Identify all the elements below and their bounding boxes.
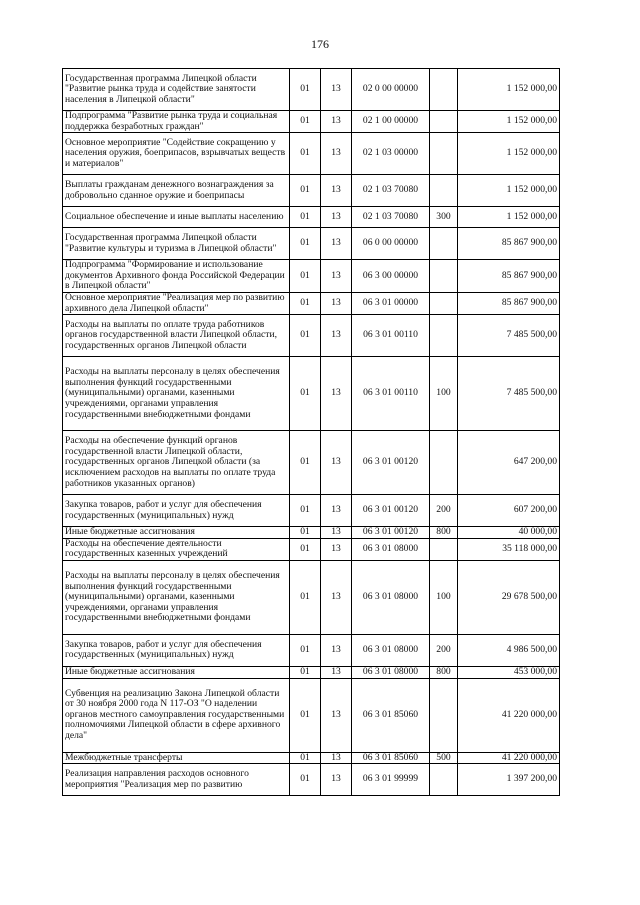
target-article-code: 06 3 01 85060 <box>352 752 430 764</box>
target-article-code: 06 3 00 00000 <box>352 260 430 293</box>
table-row <box>63 315 560 357</box>
budget-item-name: Расходы на обеспечение деятельности государственных казенных учреждений <box>63 538 290 560</box>
section-code: 01 <box>290 111 321 133</box>
section-code: 01 <box>290 752 321 764</box>
table-row <box>63 133 560 175</box>
expense-type-code <box>430 678 458 752</box>
subsection-code: 13 <box>321 495 352 527</box>
table-row <box>63 495 560 527</box>
section-code: 01 <box>290 292 321 314</box>
amount: 1 152 000,00 <box>458 111 560 133</box>
amount: 647 200,00 <box>458 431 560 495</box>
section-code: 01 <box>290 560 321 634</box>
table-row <box>63 666 560 678</box>
target-article-code: 02 1 03 70080 <box>352 175 430 207</box>
page-number: 176 <box>311 37 329 51</box>
expense-type-code: 100 <box>430 560 458 634</box>
subsection-code: 13 <box>321 538 352 560</box>
amount: 1 152 000,00 <box>458 133 560 175</box>
expense-type-code <box>430 315 458 357</box>
table-row <box>63 752 560 764</box>
budget-item-name: Государственная программа Липецкой области "Развитие культуры и туризма в Липецкой области" <box>63 228 290 260</box>
subsection-code: 13 <box>321 560 352 634</box>
amount: 35 118 000,00 <box>458 538 560 560</box>
subsection-code: 13 <box>321 634 352 666</box>
table-row <box>63 260 560 293</box>
expense-type-code <box>430 538 458 560</box>
budget-table-body <box>63 69 560 796</box>
amount: 29 678 500,00 <box>458 560 560 634</box>
amount: 7 485 500,00 <box>458 315 560 357</box>
section-code: 01 <box>290 634 321 666</box>
table-row <box>63 634 560 666</box>
section-code: 01 <box>290 431 321 495</box>
amount: 40 000,00 <box>458 527 560 539</box>
budget-item-name: Социальное обеспечение и иные выплаты населению <box>63 207 290 228</box>
subsection-code: 13 <box>321 527 352 539</box>
subsection-code: 13 <box>321 111 352 133</box>
amount: 85 867 900,00 <box>458 260 560 293</box>
target-article-code: 02 1 03 70080 <box>352 207 430 228</box>
expense-type-code <box>430 292 458 314</box>
expense-type-code <box>430 133 458 175</box>
amount: 85 867 900,00 <box>458 292 560 314</box>
table-row <box>63 69 560 111</box>
expense-type-code <box>430 764 458 796</box>
expense-type-code <box>430 260 458 293</box>
amount: 1 152 000,00 <box>458 175 560 207</box>
target-article-code: 02 1 00 00000 <box>352 111 430 133</box>
table-row <box>63 560 560 634</box>
target-article-code: 06 3 01 00000 <box>352 292 430 314</box>
section-code: 01 <box>290 666 321 678</box>
section-code: 01 <box>290 175 321 207</box>
target-article-code: 06 3 01 08000 <box>352 560 430 634</box>
subsection-code: 13 <box>321 752 352 764</box>
expense-type-code <box>430 111 458 133</box>
table-row <box>63 764 560 796</box>
target-article-code: 06 3 01 08000 <box>352 538 430 560</box>
budget-item-name: Расходы на выплаты по оплате труда работников органов государственной власти Липецкой области, государственных органов Липецкой области <box>63 315 290 357</box>
target-article-code: 06 0 00 00000 <box>352 228 430 260</box>
budget-item-name: Субвенция на реализацию Закона Липецкой области от 30 ноября 2000 года N 117-ОЗ "О наделении органов местного самоуправления государственными полномочиями Липецкой области в сфере архивного дела" <box>63 678 290 752</box>
budget-table <box>62 68 560 796</box>
amount: 41 220 000,00 <box>458 752 560 764</box>
subsection-code: 13 <box>321 260 352 293</box>
target-article-code: 06 3 01 99999 <box>352 764 430 796</box>
table-row <box>63 111 560 133</box>
subsection-code: 13 <box>321 431 352 495</box>
subsection-code: 13 <box>321 315 352 357</box>
subsection-code: 13 <box>321 175 352 207</box>
section-code: 01 <box>290 495 321 527</box>
target-article-code: 06 3 01 08000 <box>352 634 430 666</box>
budget-item-name: Межбюджетные трансферты <box>63 752 290 764</box>
target-article-code: 06 3 01 00120 <box>352 527 430 539</box>
amount: 607 200,00 <box>458 495 560 527</box>
amount: 1 397 200,00 <box>458 764 560 796</box>
subsection-code: 13 <box>321 69 352 111</box>
table-row <box>63 431 560 495</box>
subsection-code: 13 <box>321 228 352 260</box>
subsection-code: 13 <box>321 357 352 431</box>
subsection-code: 13 <box>321 292 352 314</box>
table-row <box>63 292 560 314</box>
budget-item-name: Реализация направления расходов основного мероприятия "Реализация мер по развитию <box>63 764 290 796</box>
section-code: 01 <box>290 207 321 228</box>
table-row <box>63 175 560 207</box>
subsection-code: 13 <box>321 764 352 796</box>
amount: 1 152 000,00 <box>458 207 560 228</box>
budget-item-name: Выплаты гражданам денежного вознаграждения за добровольно сданное оружие и боеприпасы <box>63 175 290 207</box>
budget-item-name: Расходы на выплаты персоналу в целях обеспечения выполнения функций государственными (муниципальными) органами, казенными учреждениями, органами управления государственными внебюджетными фондами <box>63 560 290 634</box>
target-article-code: 06 3 01 00110 <box>352 357 430 431</box>
subsection-code: 13 <box>321 207 352 228</box>
expense-type-code <box>430 228 458 260</box>
section-code: 01 <box>290 357 321 431</box>
section-code: 01 <box>290 678 321 752</box>
table-row <box>63 207 560 228</box>
expense-type-code: 800 <box>430 666 458 678</box>
expense-type-code: 100 <box>430 357 458 431</box>
section-code: 01 <box>290 133 321 175</box>
amount: 41 220 000,00 <box>458 678 560 752</box>
subsection-code: 13 <box>321 678 352 752</box>
target-article-code: 06 3 01 85060 <box>352 678 430 752</box>
expense-type-code: 500 <box>430 752 458 764</box>
section-code: 01 <box>290 260 321 293</box>
budget-item-name: Закупка товаров, работ и услуг для обеспечения государственных (муниципальных) нужд <box>63 495 290 527</box>
budget-item-name: Подпрограмма "Формирование и использование документов Архивного фонда Российской Федерации в Липецкой области" <box>63 260 290 293</box>
amount: 85 867 900,00 <box>458 228 560 260</box>
expense-type-code <box>430 175 458 207</box>
amount: 453 000,00 <box>458 666 560 678</box>
expense-type-code: 800 <box>430 527 458 539</box>
expense-type-code <box>430 431 458 495</box>
budget-item-name: Расходы на выплаты персоналу в целях обеспечения выполнения функций государственными (муниципальными) органами, казенными учреждениями, органами управления государственными внебюджетными фондами <box>63 357 290 431</box>
budget-item-name: Основное мероприятие "Содействие сокращению у населения оружия, боеприпасов, взрывчатых веществ и материалов" <box>63 133 290 175</box>
budget-item-name: Основное мероприятие "Реализация мер по развитию архивного дела Липецкой области" <box>63 292 290 314</box>
target-article-code: 06 3 01 00120 <box>352 495 430 527</box>
expense-type-code <box>430 69 458 111</box>
amount: 4 986 500,00 <box>458 634 560 666</box>
section-code: 01 <box>290 538 321 560</box>
table-row <box>63 357 560 431</box>
table-row <box>63 527 560 539</box>
amount: 7 485 500,00 <box>458 357 560 431</box>
target-article-code: 02 1 03 00000 <box>352 133 430 175</box>
target-article-code: 06 3 01 08000 <box>352 666 430 678</box>
target-article-code: 06 3 01 00110 <box>352 315 430 357</box>
target-article-code: 02 0 00 00000 <box>352 69 430 111</box>
section-code: 01 <box>290 315 321 357</box>
budget-item-name: Закупка товаров, работ и услуг для обеспечения государственных (муниципальных) нужд <box>63 634 290 666</box>
section-code: 01 <box>290 764 321 796</box>
section-code: 01 <box>290 527 321 539</box>
expense-type-code: 200 <box>430 634 458 666</box>
section-code: 01 <box>290 69 321 111</box>
expense-type-code: 300 <box>430 207 458 228</box>
subsection-code: 13 <box>321 133 352 175</box>
subsection-code: 13 <box>321 666 352 678</box>
table-row <box>63 678 560 752</box>
target-article-code: 06 3 01 00120 <box>352 431 430 495</box>
expense-type-code: 200 <box>430 495 458 527</box>
budget-item-name: Иные бюджетные ассигнования <box>63 527 290 539</box>
budget-item-name: Подпрограмма "Развитие рынка труда и социальная поддержка безработных граждан" <box>63 111 290 133</box>
table-row <box>63 538 560 560</box>
budget-item-name: Расходы на обеспечение функций органов государственной власти Липецкой области, государственных органов Липецкой области (за исключением расходов на выплаты по оплате труда работников указанных органов) <box>63 431 290 495</box>
budget-item-name: Иные бюджетные ассигнования <box>63 666 290 678</box>
budget-item-name: Государственная программа Липецкой области "Развитие рынка труда и содействие занятости населения в Липецкой области" <box>63 69 290 111</box>
section-code: 01 <box>290 228 321 260</box>
amount: 1 152 000,00 <box>458 69 560 111</box>
table-row <box>63 228 560 260</box>
